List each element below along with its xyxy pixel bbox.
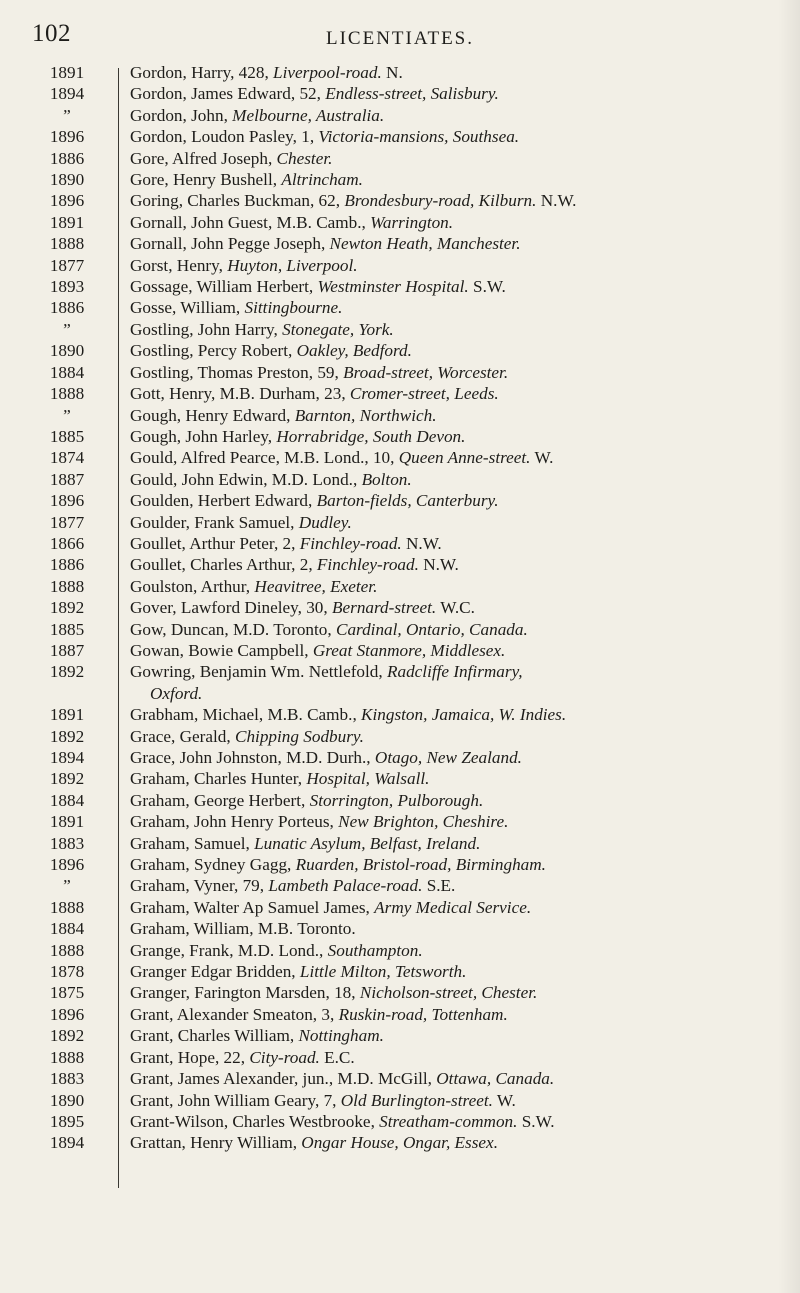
licentiate-address: Chester.: [276, 148, 333, 168]
list-item: [0, 576, 800, 597]
licentiate-address: Kingston, Jamaica, W. Indies.: [361, 705, 567, 725]
postal-district: S.W.: [517, 1111, 555, 1131]
licentiate-address: Huyton, Liverpool.: [227, 255, 358, 275]
admission-year: 1892: [49, 598, 85, 618]
licentiate-entry: [130, 212, 794, 233]
admission-year: 1866: [49, 533, 85, 553]
licentiate-name: Grace, John Johnston, M.D. Durh.,: [130, 748, 375, 767]
list-item: [0, 447, 800, 468]
licentiate-address: Nottingham.: [298, 1026, 384, 1046]
licentiate-address: Ruskin-road, Tottenham.: [338, 1004, 508, 1024]
licentiate-entry: [130, 1111, 794, 1132]
licentiate-address: Oxford.: [150, 683, 203, 703]
licentiate-entry: [130, 726, 794, 747]
licentiate-name: Grabham, Michael, M.B. Camb.,: [130, 705, 362, 725]
licentiate-name: Gostling, Percy Robert,: [130, 341, 297, 361]
licentiate-entry: [130, 469, 794, 490]
licentiate-entry: [130, 940, 794, 961]
licentiate-entry: [130, 961, 794, 982]
list-item: [0, 383, 800, 404]
admission-year: 1884: [49, 362, 85, 382]
licentiate-entry: [130, 1004, 794, 1025]
licentiate-list: [0, 62, 800, 1154]
admission-year: 1883: [49, 1069, 85, 1089]
admission-year: 1888: [49, 234, 85, 254]
licentiate-address: Oakley, Bedford.: [296, 341, 412, 361]
list-item: [0, 619, 800, 640]
list-item: [0, 811, 800, 832]
running-title: LICENTIATES.: [325, 28, 474, 49]
licentiate-name: Gostling, Thomas Preston, 59,: [130, 362, 344, 382]
licentiate-entry: [130, 233, 794, 254]
list-item: [0, 469, 800, 490]
licentiate-entry: [130, 1132, 794, 1153]
admission-year: 1877: [49, 512, 85, 532]
licentiate-entry: [150, 683, 794, 704]
licentiate-name: Grant-Wilson, Charles Westbrooke,: [130, 1111, 380, 1131]
list-item: [0, 747, 800, 768]
admission-year: 1892: [49, 662, 85, 682]
licentiate-entry: [130, 918, 794, 939]
licentiate-name: Gordon, John,: [130, 105, 233, 125]
licentiate-address: Lunatic Asylum, Belfast, Ireland.: [254, 833, 481, 853]
licentiate-name: Goring, Charles Buckman, 62,: [130, 191, 345, 211]
licentiate-entry: [130, 897, 794, 918]
admission-year: 1878: [49, 962, 85, 982]
licentiate-address: Finchley-road.: [299, 533, 402, 553]
licentiate-address: Brondesbury-road, Kilburn.: [344, 191, 537, 211]
admission-year: 1891: [49, 705, 85, 725]
licentiate-name: Goullet, Charles Arthur, 2,: [130, 555, 317, 575]
list-item: [0, 1068, 800, 1089]
list-item: [0, 297, 800, 318]
licentiate-name: Graham, William, M.B. Toronto.: [130, 919, 356, 939]
licentiate-name: Gough, Henry Edward,: [130, 405, 295, 425]
licentiate-address: Bernard-street.: [332, 598, 437, 618]
list-item: [0, 362, 800, 383]
admission-year: 1894: [49, 1133, 85, 1153]
licentiate-address: Streatham-common.: [379, 1111, 518, 1131]
admission-year: 1888: [49, 1047, 85, 1067]
licentiate-name: Graham, George Herbert,: [130, 790, 310, 810]
admission-year: 1888: [49, 897, 85, 917]
licentiate-name: Gore, Henry Bushell,: [130, 170, 282, 190]
licentiate-address: New Brighton, Cheshire.: [338, 812, 509, 832]
licentiate-entry: [130, 105, 794, 126]
licentiate-name: Gott, Henry, M.B. Durham, 23,: [130, 384, 350, 404]
licentiate-entry: [130, 190, 794, 211]
list-item: [0, 661, 800, 682]
list-item: [0, 148, 800, 169]
postal-district: W.C.: [436, 598, 475, 618]
licentiate-name: Gore, Alfred Joseph,: [130, 148, 277, 168]
licentiate-address: Victoria-mansions, Southsea.: [318, 127, 520, 147]
list-item: [0, 490, 800, 511]
licentiate-name: Granger, Farington Marsden, 18,: [130, 983, 360, 1003]
list-item: [0, 982, 800, 1003]
licentiate-address: Stonegate, York.: [282, 319, 394, 339]
licentiate-address: Westminster Hospital.: [317, 277, 469, 297]
licentiate-entry: [130, 319, 794, 340]
admission-year: 1892: [49, 1026, 85, 1046]
licentiate-name: Graham, Charles Hunter,: [130, 769, 307, 789]
postal-district: W.: [492, 1090, 516, 1110]
list-item: [0, 833, 800, 854]
licentiate-entry: [130, 661, 794, 682]
list-item: [0, 854, 800, 875]
licentiate-name: Grace, Gerald,: [130, 726, 235, 746]
licentiate-name: Grant, Hope, 22,: [130, 1047, 250, 1067]
licentiate-name: Graham, John Henry Porteus,: [130, 812, 339, 832]
list-item: [0, 768, 800, 789]
admission-year: 1877: [49, 255, 85, 275]
licentiate-entry: [130, 126, 794, 147]
licentiate-address: Warrington.: [370, 212, 454, 232]
list-item: [0, 255, 800, 276]
licentiate-entry: [130, 362, 794, 383]
admission-year: 1892: [49, 769, 85, 789]
licentiate-name: Graham, Samuel,: [130, 833, 255, 853]
list-item: [0, 918, 800, 939]
admission-year: 1890: [49, 341, 85, 361]
licentiate-address: Broad-street, Worcester.: [343, 362, 509, 382]
licentiate-entry: [130, 148, 794, 169]
list-item-continuation: [0, 683, 800, 704]
admission-year: 1894: [49, 748, 85, 767]
licentiate-entry: [130, 426, 794, 447]
list-item: [0, 169, 800, 190]
list-item: [0, 940, 800, 961]
admission-year: 1890: [49, 1090, 85, 1110]
licentiate-address: Finchley-road.: [316, 555, 419, 575]
licentiate-address: Nicholson-street, Chester.: [359, 983, 538, 1003]
licentiate-entry: [130, 62, 794, 83]
licentiate-entry: [130, 811, 794, 832]
postal-district: N.W.: [536, 191, 577, 211]
licentiate-name: Grant, Charles William,: [130, 1026, 299, 1046]
list-item: [0, 554, 800, 575]
licentiate-name: Grant, James Alexander, jun., M.D. McGill,: [130, 1069, 437, 1089]
page-number: 102: [32, 20, 71, 47]
licentiate-entry: [130, 704, 794, 725]
list-item: [0, 83, 800, 104]
postal-district: N.: [381, 63, 403, 82]
licentiate-address: Little Milton, Tetsworth.: [299, 962, 467, 982]
licentiate-address: Hospital, Walsall.: [306, 769, 430, 789]
licentiate-name: Gover, Lawford Dineley, 30,: [130, 598, 332, 618]
admission-year: ”: [63, 319, 71, 339]
licentiate-address: Queen Anne-street.: [398, 448, 531, 468]
list-item: [0, 190, 800, 211]
admission-year: 1890: [49, 170, 85, 190]
list-item: [0, 897, 800, 918]
admission-year: 1888: [49, 576, 85, 596]
licentiate-name: Grattan, Henry William,: [130, 1133, 302, 1153]
licentiate-entry: [130, 854, 794, 875]
licentiate-name: Gostling, John Harry,: [130, 319, 283, 339]
licentiate-entry: [130, 340, 794, 361]
licentiate-address: Liverpool-road.: [273, 63, 382, 82]
licentiate-entry: [130, 83, 794, 104]
list-item: [0, 640, 800, 661]
list-item: [0, 790, 800, 811]
licentiate-entry: [130, 533, 794, 554]
licentiate-name: Gowring, Benjamin Wm. Nettlefold,: [130, 662, 387, 682]
licentiate-address: Altrincham.: [281, 170, 363, 190]
licentiate-name: Gordon, Harry, 428,: [130, 63, 274, 82]
licentiate-entry: [130, 768, 794, 789]
licentiate-entry: [130, 1090, 794, 1111]
licentiate-address: Barton-fields, Canterbury.: [316, 491, 499, 511]
admission-year: 1892: [49, 726, 85, 746]
admission-year: 1896: [49, 491, 85, 511]
licentiate-name: Gow, Duncan, M.D. Toronto,: [130, 619, 336, 639]
licentiate-entry: [130, 576, 794, 597]
licentiate-entry: [130, 297, 794, 318]
licentiate-address: Newton Heath, Manchester.: [329, 234, 521, 254]
admission-year: 1884: [49, 919, 85, 939]
page-edge-shadow: [778, 0, 800, 1293]
licentiate-name: Graham, Sydney Gagg,: [130, 855, 296, 875]
list-item: [0, 533, 800, 554]
admission-year: ”: [63, 405, 71, 425]
licentiate-name: Gorst, Henry,: [130, 255, 228, 275]
admission-year: 1891: [49, 212, 85, 232]
licentiate-entry: [130, 255, 794, 276]
admission-year: 1886: [49, 148, 85, 168]
admission-year: 1896: [49, 127, 85, 147]
licentiate-name: Granger Edgar Bridden,: [130, 962, 300, 982]
licentiate-entry: [130, 383, 794, 404]
list-item: [0, 597, 800, 618]
licentiate-entry: [130, 875, 794, 896]
licentiate-name: Grange, Frank, M.D. Lond.,: [130, 940, 328, 960]
list-item: [0, 704, 800, 725]
postal-district: N.W.: [418, 555, 459, 575]
licentiate-address: Southampton.: [327, 940, 423, 960]
admission-year: 1896: [49, 1004, 85, 1024]
list-item: [0, 233, 800, 254]
list-item: [0, 319, 800, 340]
admission-year: 1886: [49, 298, 85, 318]
list-item: [0, 1090, 800, 1111]
admission-year: 1884: [49, 790, 85, 810]
licentiate-name: Goulden, Herbert Edward,: [130, 491, 317, 511]
admission-year: ”: [63, 105, 71, 125]
licentiate-address: Heavitree, Exeter.: [254, 576, 378, 596]
admission-year: 1896: [49, 191, 85, 211]
licentiate-address: Dudley.: [298, 512, 352, 532]
licentiate-address: Storrington, Pulborough.: [309, 790, 484, 810]
list-item: [0, 426, 800, 447]
admission-year: 1887: [49, 469, 85, 489]
licentiate-address: City-road.: [249, 1047, 320, 1067]
licentiate-name: Gordon, Loudon Pasley, 1,: [130, 127, 319, 147]
licentiate-address: Ottawa, Canada.: [436, 1069, 555, 1089]
licentiate-entry: [130, 790, 794, 811]
admission-year: 1887: [49, 640, 85, 660]
admission-year: 1896: [49, 855, 85, 875]
licentiate-entry: [130, 1068, 794, 1089]
licentiate-entry: [130, 405, 794, 426]
admission-year: ”: [63, 876, 71, 896]
list-item: [0, 1132, 800, 1153]
licentiate-entry: [130, 619, 794, 640]
licentiate-address: Ongar House, Ongar, Essex.: [301, 1133, 498, 1153]
licentiate-address: Radcliffe Infirmary,: [386, 662, 523, 682]
licentiate-entry: [130, 276, 794, 297]
admission-year: 1888: [49, 940, 85, 960]
licentiate-name: Goulder, Frank Samuel,: [130, 512, 299, 532]
licentiate-entry: [130, 169, 794, 190]
licentiate-address: Horrabridge, South Devon.: [276, 426, 466, 446]
licentiate-name: Graham, Walter Ap Samuel James,: [130, 897, 375, 917]
admission-year: 1883: [49, 833, 85, 853]
postal-district: S.W.: [468, 277, 506, 297]
licentiate-entry: [130, 1025, 794, 1046]
list-item: [0, 1047, 800, 1068]
admission-year: 1886: [49, 555, 85, 575]
postal-district: N.W.: [401, 533, 442, 553]
admission-year: 1891: [49, 812, 85, 832]
licentiate-address: Barnton, Northwich.: [294, 405, 437, 425]
licentiate-address: Endless-street, Salisbury.: [325, 84, 499, 104]
licentiate-entry: [130, 554, 794, 575]
licentiate-entry: [130, 490, 794, 511]
list-item: [0, 62, 800, 83]
licentiate-entry: [130, 982, 794, 1003]
licentiate-name: Gosse, William,: [130, 298, 245, 318]
licentiate-address: Cromer-street, Leeds.: [349, 384, 499, 404]
list-item: [0, 340, 800, 361]
list-item: [0, 1111, 800, 1132]
licentiate-name: Gould, Alfred Pearce, M.B. Lond., 10,: [130, 448, 399, 468]
licentiate-entry: [130, 640, 794, 661]
licentiate-entry: [130, 597, 794, 618]
licentiate-address: Cardinal, Ontario, Canada.: [335, 619, 528, 639]
licentiate-address: Great Stanmore, Middlesex.: [312, 640, 506, 660]
licentiate-entry: [130, 833, 794, 854]
admission-year: 1894: [49, 84, 85, 104]
licentiate-name: Gornall, John Guest, M.B. Camb.,: [130, 212, 371, 232]
admission-year: 1888: [49, 384, 85, 404]
list-item: [0, 276, 800, 297]
postal-district: W.: [530, 448, 554, 468]
list-item: [0, 512, 800, 533]
list-item: [0, 105, 800, 126]
admission-year: 1885: [49, 426, 85, 446]
licentiate-address: Bolton.: [361, 469, 412, 489]
licentiate-entry: [130, 1047, 794, 1068]
licentiate-address: Lambeth Palace-road.: [268, 876, 423, 896]
postal-district: E.C.: [319, 1047, 355, 1067]
admission-year: 1893: [49, 277, 85, 297]
licentiate-name: Graham, Vyner, 79,: [130, 876, 269, 896]
postal-district: S.E.: [422, 876, 456, 896]
list-item: [0, 1004, 800, 1025]
list-item: [0, 212, 800, 233]
licentiate-name: Gould, John Edwin, M.D. Lond.,: [130, 469, 362, 489]
licentiate-address: Old Burlington-street.: [340, 1090, 493, 1110]
licentiate-entry: [130, 747, 794, 768]
licentiate-name: Gordon, James Edward, 52,: [130, 84, 326, 104]
list-item: [0, 726, 800, 747]
admission-year: 1895: [49, 1111, 85, 1131]
admission-year: 1885: [49, 619, 85, 639]
licentiate-name: Grant, Alexander Smeaton, 3,: [130, 1004, 339, 1024]
admission-year: 1874: [49, 448, 85, 468]
licentiate-entry: [130, 447, 794, 468]
list-item: [0, 405, 800, 426]
licentiate-address: Sittingbourne.: [244, 298, 343, 318]
list-item: [0, 961, 800, 982]
licentiate-name: Goulston, Arthur,: [130, 576, 255, 596]
licentiate-name: Goullet, Arthur Peter, 2,: [130, 533, 300, 553]
licentiate-address: Melbourne, Australia.: [232, 105, 385, 125]
admission-year: 1891: [49, 63, 85, 82]
licentiate-entry: [130, 512, 794, 533]
list-item: [0, 875, 800, 896]
licentiate-name: Grant, John William Geary, 7,: [130, 1090, 341, 1110]
list-item: [0, 1025, 800, 1046]
licentiate-name: Gowan, Bowie Campbell,: [130, 640, 313, 660]
licentiate-address: Army Medical Service.: [374, 897, 532, 917]
licentiate-name: Gornall, John Pegge Joseph,: [130, 234, 330, 254]
list-item: [0, 126, 800, 147]
licentiate-name: Gossage, William Herbert,: [130, 277, 318, 297]
admission-year: 1875: [49, 983, 85, 1003]
licentiate-address: Chipping Sodbury.: [234, 726, 364, 746]
licentiate-address: Ruarden, Bristol-road, Birmingham.: [295, 855, 546, 875]
licentiate-name: Gough, John Harley,: [130, 426, 277, 446]
licentiate-address: Otago, New Zealand.: [374, 748, 522, 767]
